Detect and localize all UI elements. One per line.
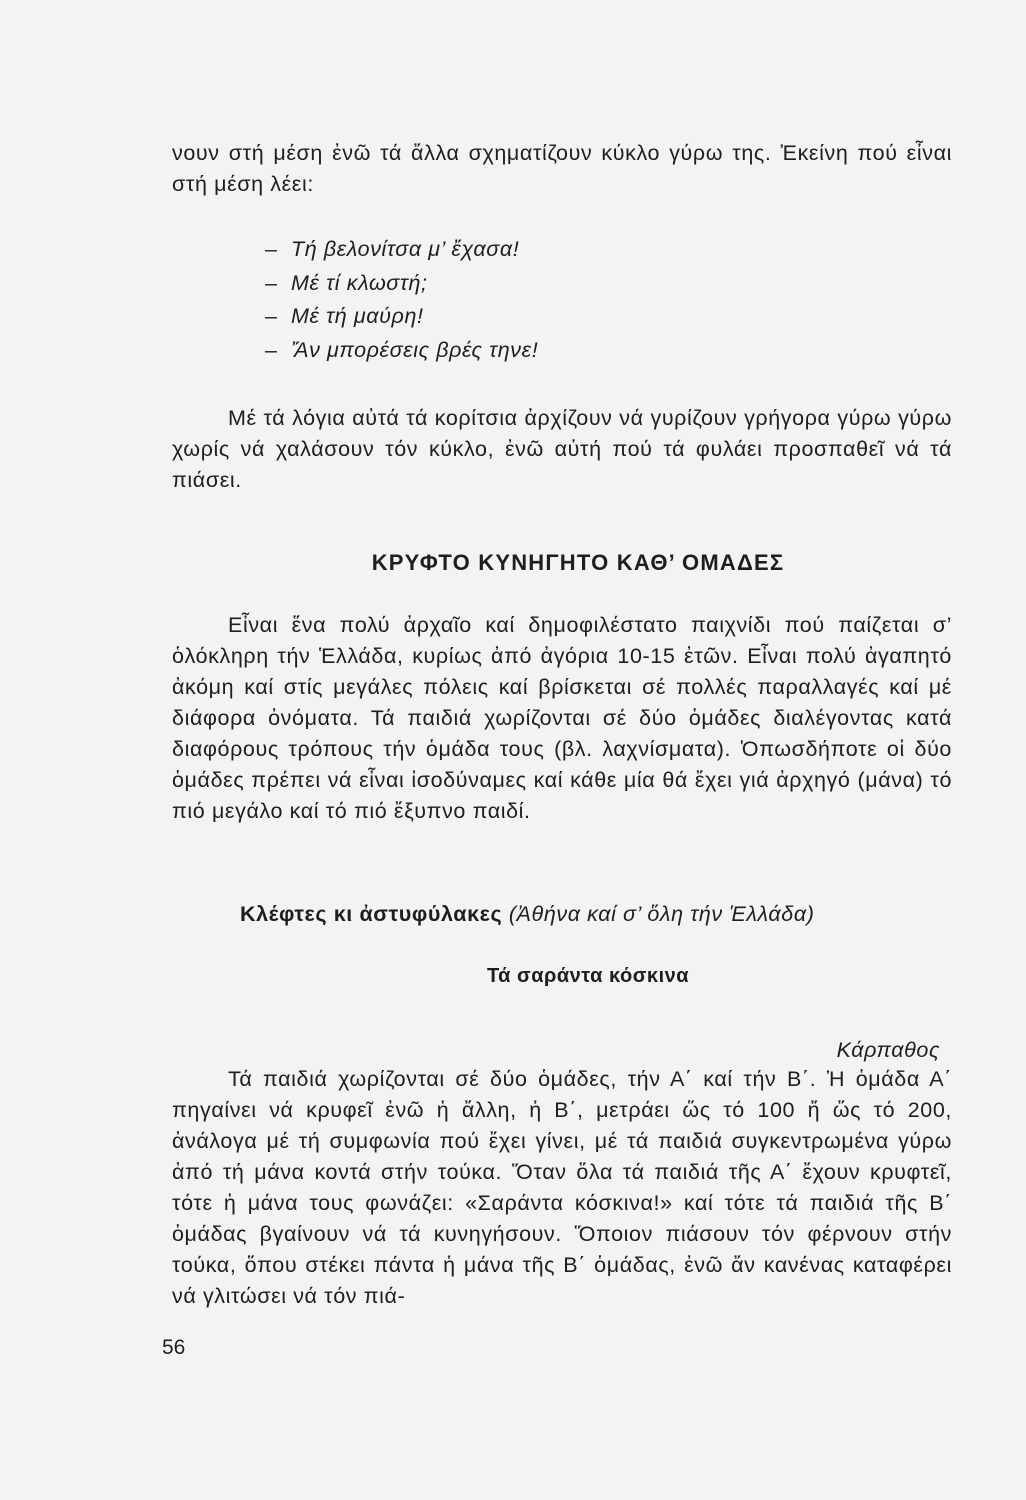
paragraph-section-intro: Εἶναι ἕνα πολύ ἀρχαῖο καί δημοφιλέστατο παιχνίδι πού παίζεται σ’ ὁλόκληρη τήν Ἑλλάδα, κυρίως ἀπό ἀγόρια 10-15 ἐτῶν. Εἶναι πολύ ἀγαπητό ἀκόμη καί στίς μεγάλες πόλεις καί βρίσκεται σέ πολλές παραλλαγές καί μέ διάφορα ὀνόματα. Τά παιδιά χωρίζονται σέ δύο ὁμάδες διαλέγοντας κατά διαφόρους τρόπους τήν ὁμάδα τους (βλ. λαχνίσματα). Ὁπωσδήποτε οἱ δύο ὁμάδες πρέπει νά εἶναι ἰσοδύναμες καί κάθε μία θά ἔχει γιά ἀρχηγό (μάνα) τό πιό μεγάλο καί τό πιό ἔξυπνο παιδί. <box>172 613 952 823</box>
verse-line <box>265 267 538 301</box>
rhyme-verse <box>265 233 538 367</box>
paragraph-game-description: Μέ τά λόγια αὐτά τά κορίτσια ἀρχίζουν νά γυρίζουν γρήγορα γύρω γύρω χωρίς νά χαλάσουν τόν κύκλο, ἐνῶ αὐτή πού τά φυλάει προσπαθεῖ νά τά πιάσει. <box>172 406 952 492</box>
paragraph-game-rules: Τά παιδιά χωρίζονται σέ δύο ὁμάδες, τήν Α΄ καί τήν Β΄. Ἡ ὁμάδα Α΄ πηγαίνει νά κρυφεῖ ἐνῶ ἡ ἄλλη, ἡ Β΄, μετράει ὥς τό 100 ἤ ὥς τό 200, ἀνάλογα μέ τή συμφωνία πού ἔχει γίνει, μέ τά παιδιά συγκεντρωμένα γύρω ἀπό τή μάνα κοντά στήν τούκα. Ὅταν ὅλα τά παιδιά τῆς Α΄ ἔχουν κρυφτεῖ, τότε ἡ μάνα τους φωνάζει: «Σαράντα κόσκινα!» καί τότε τά παιδιά τῆς Β΄ ὁμάδας βγαίνουν νά τά κυνηγήσουν. Ὅποιον πιάσουν τόν φέρνουν στήν τούκα, ὅπου στέκει πάντα ἡ μάνα τῆς Β΄ ὁμάδας, ἐνῶ ἄν κανένας καταφέρει νά γλιτώσει νά τόν πιά- <box>172 1067 952 1308</box>
verse-dash: – <box>265 270 278 295</box>
verse-line <box>265 300 538 334</box>
verse-line-text: Μέ τή μαύρη! <box>291 304 424 328</box>
game-subtitle: Τά σαράντα κόσκινα <box>486 965 690 987</box>
verse-dash: – <box>265 237 278 261</box>
verse-line-text: Ἄν μπορέσεις βρές τηνε! <box>291 337 539 362</box>
verse-dash: – <box>265 304 278 328</box>
section-heading: ΚΡΥΦΤΟ ΚΥΝΗΓΗΤΟ ΚΑΘ’ ΟΜΑΔΕΣ <box>371 550 785 575</box>
variant-name: Κλέφτες κι ἀστυφύλακες <box>240 902 503 926</box>
variant-region: (Ἀθήνα καί σ’ ὅλη τήν Ἑλλάδα) <box>508 902 815 926</box>
place-name: Κάρπαθος <box>836 1038 940 1062</box>
game-variant-heading <box>240 902 814 927</box>
verse-line-text: Μέ τί κλωστή; <box>291 270 428 295</box>
verse-line-text: Τή βελονίτσα μ’ ἔχασα! <box>291 237 520 261</box>
page-number: 56 <box>162 1336 186 1359</box>
intro-paragraph: νουν στή μέση ἐνῶ τά ἄλλα σχηματίζουν κύκλο γύρω της. Ἐκείνη πού εἶναι στή μέση λέει: <box>172 141 952 196</box>
verse-line <box>265 334 538 368</box>
verse-dash: – <box>265 337 278 362</box>
verse-line <box>265 233 538 267</box>
